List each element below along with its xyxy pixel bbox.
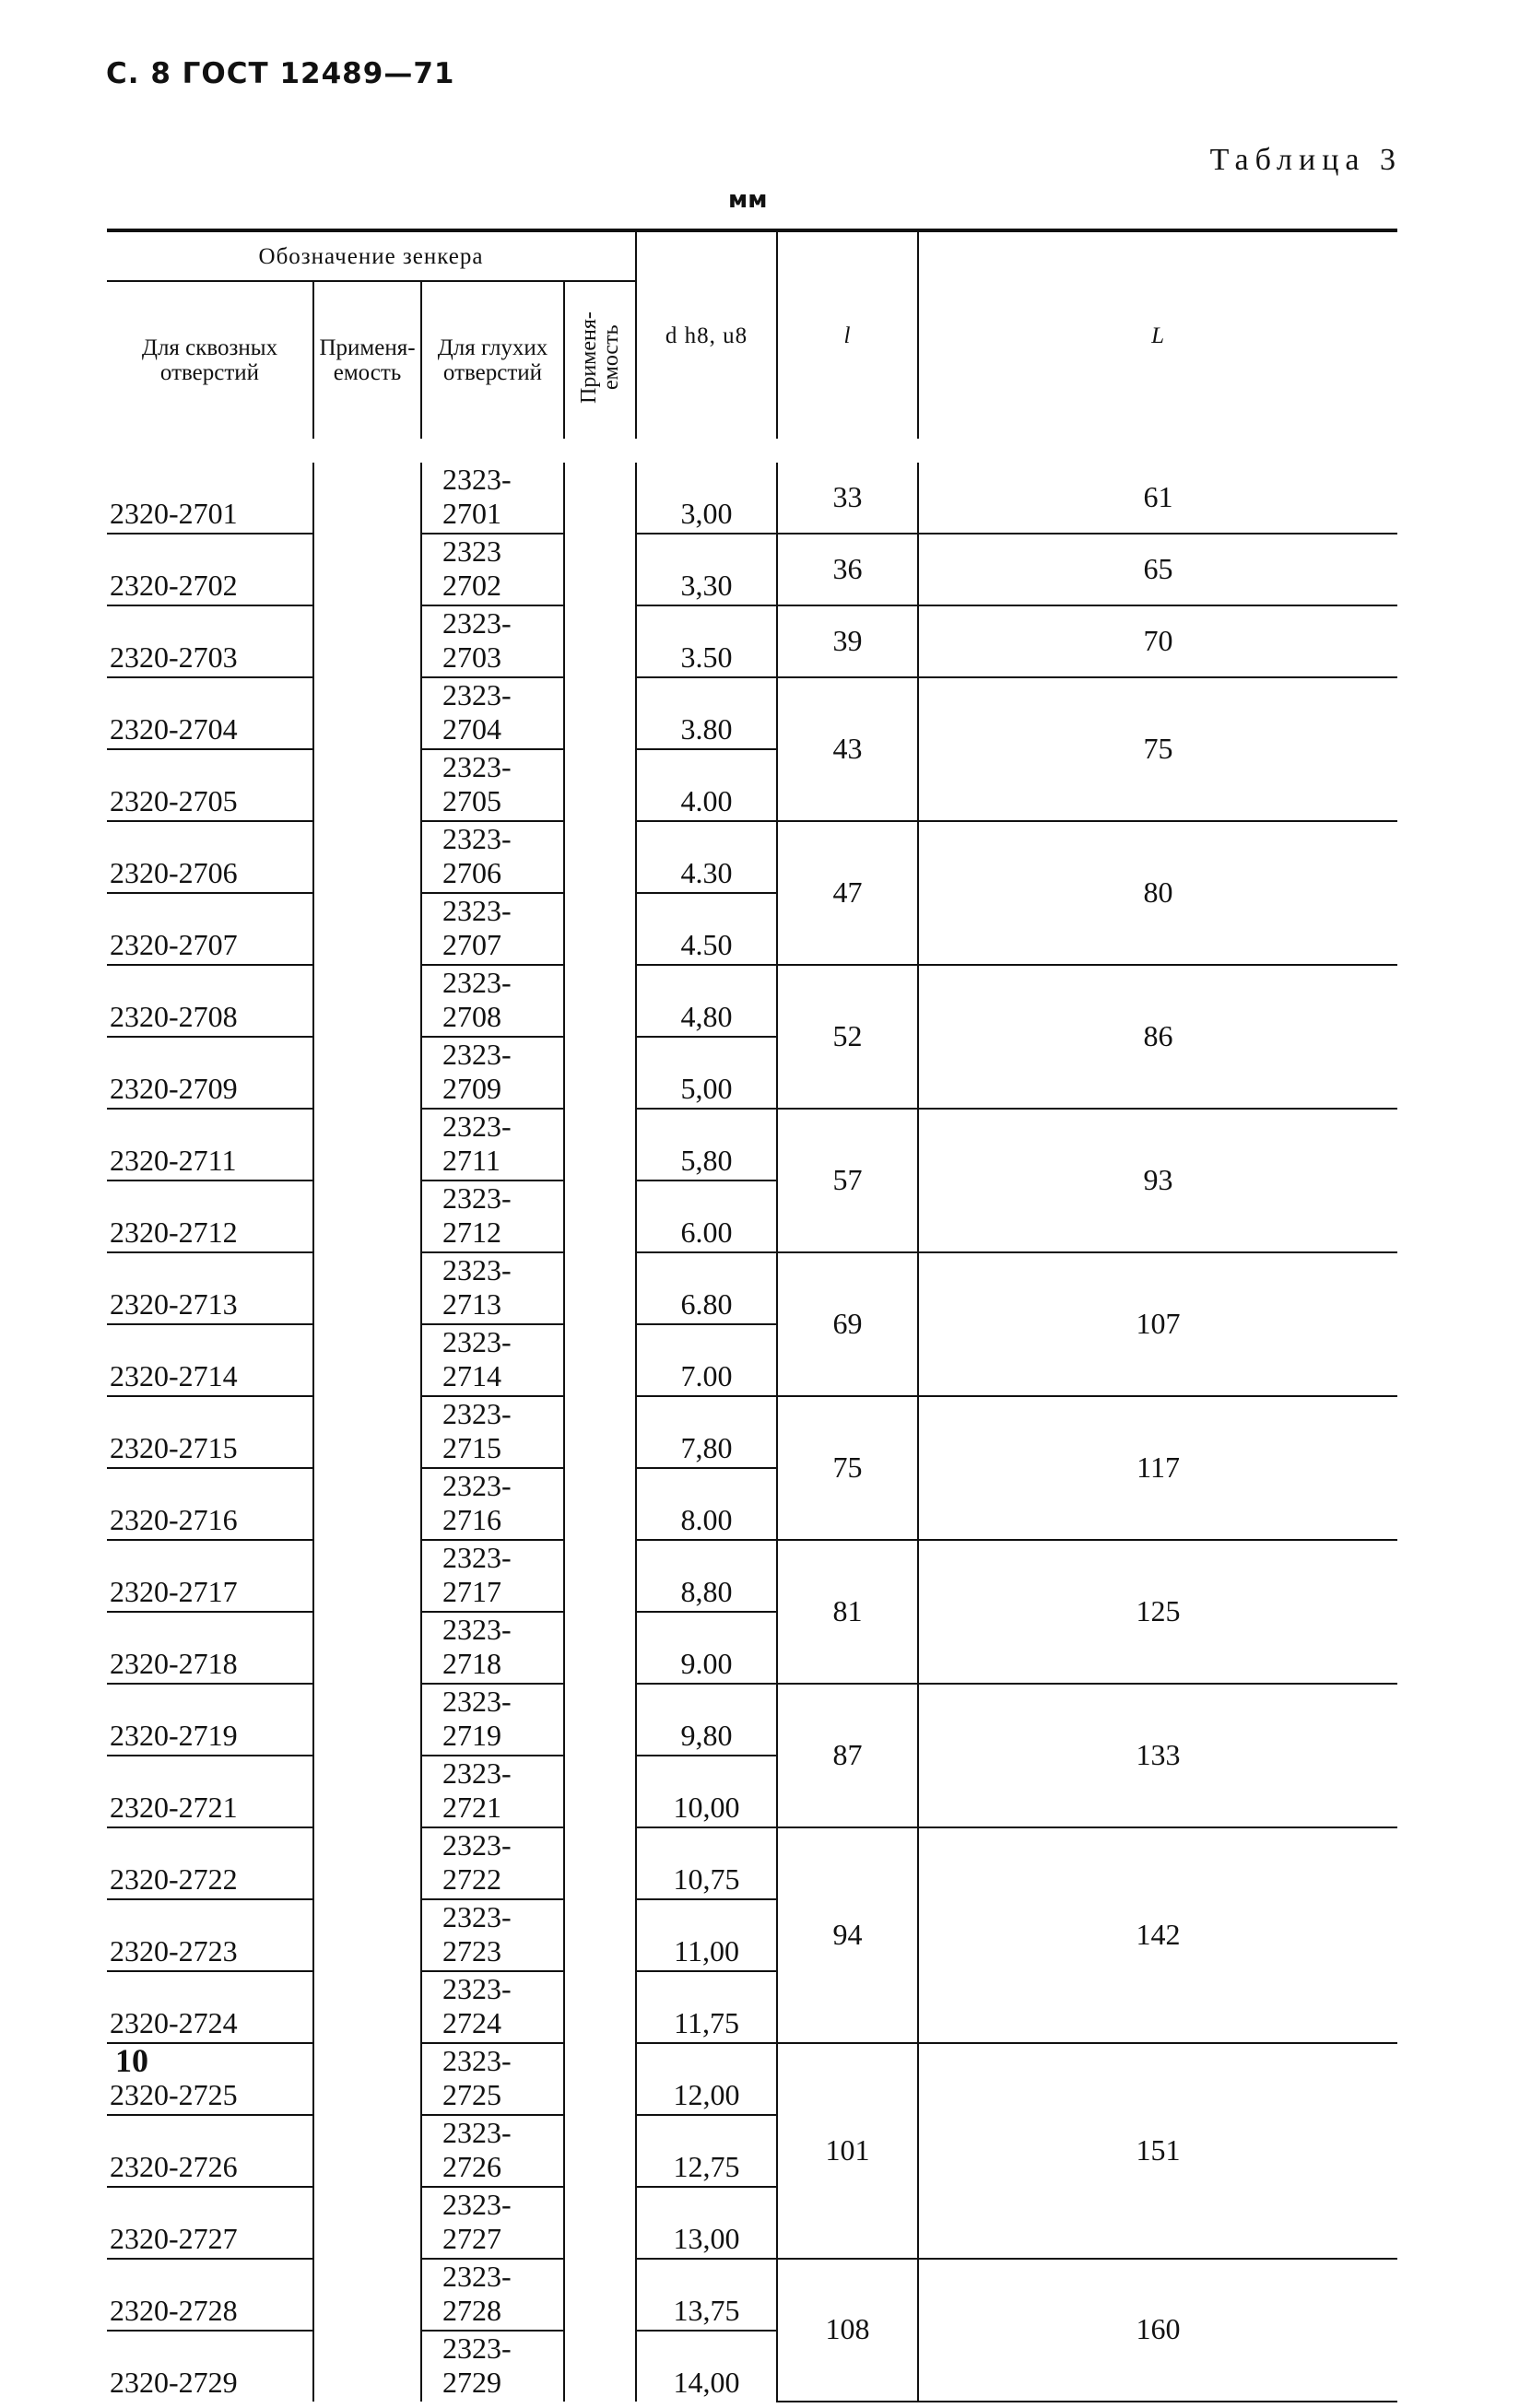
length-l-value: 52 (777, 965, 918, 1109)
applicability-2-cell (564, 1971, 636, 2043)
through-hole-code: 2320-2718 (107, 1612, 313, 1684)
applicability-2-cell (564, 1827, 636, 1899)
blind-hole-code: 2323-2715 (421, 1396, 564, 1468)
blind-hole-code: 2323-2711 (421, 1109, 564, 1181)
blind-hole-code: 2323-2718 (421, 1612, 564, 1684)
applicability-1-cell (313, 2043, 421, 2115)
diameter-value: 4.30 (636, 821, 777, 893)
blind-hole-code: 2323-2729 (421, 2331, 564, 2402)
table-row (107, 1827, 1397, 1899)
table-row (107, 965, 1397, 1037)
applicability-1-cell (313, 749, 421, 821)
through-hole-code: 2320-2701 (107, 451, 313, 534)
through-holes-header: Для сквозных отверстий (107, 281, 313, 451)
applicability-1-cell (313, 677, 421, 749)
spec-table (107, 229, 1397, 2402)
table-row (107, 1396, 1397, 1468)
applicability-2-cell (564, 605, 636, 677)
diameter-value: 10,75 (636, 1827, 777, 1899)
applicability-2-cell (564, 1468, 636, 1540)
length-L-value: 133 (918, 1684, 1397, 1827)
applicability-2-cell (564, 677, 636, 749)
applicability-1-cell (313, 1612, 421, 1684)
applicability-2-cell (564, 965, 636, 1037)
length-l-value: 75 (777, 1396, 918, 1540)
table-header (107, 230, 1397, 451)
through-hole-code: 2320-2728 (107, 2259, 313, 2331)
diameter-value: 12,75 (636, 2115, 777, 2187)
blind-hole-code: 2323-2706 (421, 821, 564, 893)
blind-hole-code: 2323-2727 (421, 2187, 564, 2259)
length-L-value: 151 (918, 2043, 1397, 2259)
applicability-1-cell (313, 2331, 421, 2402)
applicability-1-cell (313, 1109, 421, 1181)
blind-holes-header: Для глухих отверстий (421, 281, 564, 451)
diameter-value: 10,00 (636, 1756, 777, 1827)
applicability-2-cell (564, 2259, 636, 2331)
blind-hole-code: 2323-2704 (421, 677, 564, 749)
diameter-value: 6.80 (636, 1252, 777, 1324)
blind-hole-code: 2323-2705 (421, 749, 564, 821)
unit-label: мм (728, 186, 768, 214)
blind-hole-code: 2323-2728 (421, 2259, 564, 2331)
applicability-2-cell (564, 2187, 636, 2259)
applicability-1-cell (313, 821, 421, 893)
applicability-2-cell (564, 2043, 636, 2115)
through-hole-code: 2320-2719 (107, 1684, 313, 1756)
applicability-1-cell (313, 1396, 421, 1468)
applicability-1-cell (313, 1540, 421, 1612)
L-column-header (918, 230, 1397, 451)
l-column-label: l (843, 323, 852, 348)
applicability-2-cell (564, 821, 636, 893)
length-l-value: 87 (777, 1684, 918, 1827)
length-L-value: 70 (918, 605, 1397, 677)
applicability-2-cell (564, 534, 636, 605)
applicability-2-cell (564, 1109, 636, 1181)
diameter-value: 5,80 (636, 1109, 777, 1181)
through-hole-code: 2320-2716 (107, 1468, 313, 1540)
blind-hole-code: 2323-2701 (421, 451, 564, 534)
through-hole-code: 2320-2721 (107, 1756, 313, 1827)
length-l-value: 101 (777, 2043, 918, 2259)
length-L-value: 117 (918, 1396, 1397, 1540)
through-hole-code: 2320-2727 (107, 2187, 313, 2259)
diameter-value: 9,80 (636, 1684, 777, 1756)
applicability-2-label: Применя-емость (577, 311, 624, 404)
diameter-value: 11,00 (636, 1899, 777, 1971)
applicability-1-cell (313, 605, 421, 677)
diameter-value: 5,00 (636, 1037, 777, 1109)
table-row (107, 605, 1397, 677)
applicability-1-cell (313, 965, 421, 1037)
length-L-value: 160 (918, 2259, 1397, 2402)
applicability-2-cell (564, 1540, 636, 1612)
through-hole-code: 2320-2702 (107, 534, 313, 605)
blind-hole-code: 2323-2719 (421, 1684, 564, 1756)
applicability-1-cell (313, 534, 421, 605)
diameter-value: 3.80 (636, 677, 777, 749)
applicability-1-cell (313, 2187, 421, 2259)
length-L-value: 61 (918, 451, 1397, 534)
applicability-1-cell (313, 1324, 421, 1396)
through-hole-code: 2320-2729 (110, 2366, 238, 2399)
table-row (107, 1540, 1397, 1612)
applicability-1-cell (313, 1971, 421, 2043)
through-hole-code: 2320-2707 (107, 893, 313, 965)
blind-hole-code: 2323-2709 (421, 1037, 564, 1109)
blind-hole-code: 2323-2712 (421, 1181, 564, 1252)
length-L-value: 142 (918, 1827, 1397, 2043)
length-l-value: 69 (777, 1252, 918, 1396)
applicability-2-cell (564, 1684, 636, 1756)
length-l-value: 47 (777, 821, 918, 965)
length-l-value: 57 (777, 1109, 918, 1252)
diameter-value: 6.00 (636, 1181, 777, 1252)
applicability-2-cell (564, 1612, 636, 1684)
blind-hole-code: 2323-2708 (421, 965, 564, 1037)
length-L-value: 65 (918, 534, 1397, 605)
through-hole-code: 2320-2714 (107, 1324, 313, 1396)
blind-hole-code: 2323-2722 (421, 1827, 564, 1899)
table-row (107, 1252, 1397, 1324)
through-hole-code: 2320-2705 (107, 749, 313, 821)
length-L-value: 75 (918, 677, 1397, 821)
through-hole-code: 2320-2704 (107, 677, 313, 749)
blind-hole-code: 2323-2707 (421, 893, 564, 965)
l-column-header (777, 230, 918, 451)
diameter-value: 11,75 (636, 1971, 777, 2043)
diameter-value: 3,30 (636, 534, 777, 605)
length-L-value: 80 (918, 821, 1397, 965)
length-l-value: 81 (777, 1540, 918, 1684)
blind-hole-code: 2323-2726 (421, 2115, 564, 2187)
length-l-value: 36 (777, 534, 918, 605)
through-hole-code: 2320-2711 (107, 1109, 313, 1181)
length-l-value: 33 (777, 451, 918, 534)
designation-group-header: Обозначение зенкера (107, 230, 636, 281)
diameter-value: 4,80 (636, 965, 777, 1037)
applicability-1-cell (313, 1181, 421, 1252)
blind-hole-code: 2323-2716 (421, 1468, 564, 1540)
through-hole-code: 2320-2724 (107, 1971, 313, 2043)
applicability-2-cell (564, 451, 636, 534)
applicability-1-cell (313, 2115, 421, 2187)
applicability-1-cell (313, 1684, 421, 1756)
diameter-value: 8.00 (636, 1468, 777, 1540)
blind-hole-code: 2323 2702 (421, 534, 564, 605)
blind-hole-code: 2323-2717 (421, 1540, 564, 1612)
through-hole-code: 2320-2712 (107, 1181, 313, 1252)
table-row (107, 1109, 1397, 1181)
applicability-1-cell (313, 1756, 421, 1827)
table-row (107, 677, 1397, 749)
diameter-value: 4.50 (636, 893, 777, 965)
applicability-1-header: Применя-емость (313, 281, 421, 451)
applicability-2-cell (564, 893, 636, 965)
length-l-value: 43 (777, 677, 918, 821)
table-row (107, 534, 1397, 605)
blind-hole-code: 2323-2713 (421, 1252, 564, 1324)
table-row (107, 1684, 1397, 1756)
through-hole-code: 2320-2723 (107, 1899, 313, 1971)
diameter-value: 7,80 (636, 1396, 777, 1468)
applicability-2-cell (564, 1037, 636, 1109)
applicability-1-cell (313, 1899, 421, 1971)
through-hole-code: 2320-2722 (107, 1827, 313, 1899)
applicability-2-cell (564, 1324, 636, 1396)
table-row (107, 2043, 1397, 2115)
length-L-value: 86 (918, 965, 1397, 1109)
length-L-value: 125 (918, 1540, 1397, 1684)
blind-hole-code: 2323-2703 (421, 605, 564, 677)
length-L-value: 107 (918, 1252, 1397, 1396)
applicability-2-cell (564, 1252, 636, 1324)
applicability-1-cell (313, 2259, 421, 2331)
applicability-2-cell (564, 2331, 636, 2402)
diameter-value: 9.00 (636, 1612, 777, 1684)
diameter-value: 14,00 (636, 2331, 777, 2402)
diameter-value: 3.50 (636, 605, 777, 677)
diameter-value: 4.00 (636, 749, 777, 821)
applicability-2-cell (564, 2115, 636, 2187)
diameter-value: 13,75 (636, 2259, 777, 2331)
through-hole-code: 2320-2708 (107, 965, 313, 1037)
page-number: 10 (115, 2042, 148, 2079)
through-hole-code: 2320-2726 (107, 2115, 313, 2187)
table-body (107, 451, 1397, 2402)
applicability-1-cell (313, 1468, 421, 1540)
through-hole-code: 2320-2709 (107, 1037, 313, 1109)
table-row (107, 451, 1397, 534)
applicability-1-cell (313, 893, 421, 965)
through-hole-code: 2320-2706 (107, 821, 313, 893)
blind-hole-code: 2323-2723 (421, 1899, 564, 1971)
blind-hole-code: 2323-2721 (421, 1756, 564, 1827)
page-header: С. 8 ГОСТ 12489—71 (106, 57, 455, 90)
applicability-2-cell (564, 1756, 636, 1827)
through-hole-code: 2320-2717 (107, 1540, 313, 1612)
table-row (107, 821, 1397, 893)
length-l-value: 108 (777, 2259, 918, 2402)
applicability-1-cell (313, 451, 421, 534)
applicability-2-header (564, 281, 636, 451)
applicability-2-cell (564, 1396, 636, 1468)
blind-hole-code: 2323-2725 (421, 2043, 564, 2115)
applicability-1-cell (313, 1037, 421, 1109)
through-hole-code: 2320-2715 (107, 1396, 313, 1468)
diameter-value: 3,00 (636, 451, 777, 534)
table-label: Таблица 3 (1209, 143, 1402, 177)
length-l-value: 39 (777, 605, 918, 677)
table-row (107, 2259, 1397, 2331)
blind-hole-code: 2323-2714 (421, 1324, 564, 1396)
applicability-2-cell (564, 1181, 636, 1252)
applicability-1-cell (313, 1252, 421, 1324)
applicability-2-cell (564, 749, 636, 821)
applicability-1-cell (313, 1827, 421, 1899)
diameter-value: 13,00 (636, 2187, 777, 2259)
through-hole-code: 2320-2725 (107, 2043, 313, 2115)
diameter-value: 7.00 (636, 1324, 777, 1396)
blind-hole-code: 2323-2724 (421, 1971, 564, 2043)
applicability-2-cell (564, 1899, 636, 1971)
through-hole-code: 2320-2703 (107, 605, 313, 677)
diameter-value: 8,80 (636, 1540, 777, 1612)
d-column-header: d h8, u8 (636, 230, 777, 451)
length-L-value: 93 (918, 1109, 1397, 1252)
diameter-value: 12,00 (636, 2043, 777, 2115)
through-hole-code: 2320-2713 (107, 1252, 313, 1324)
L-column-label: L (1151, 323, 1165, 348)
length-l-value: 94 (777, 1827, 918, 2043)
